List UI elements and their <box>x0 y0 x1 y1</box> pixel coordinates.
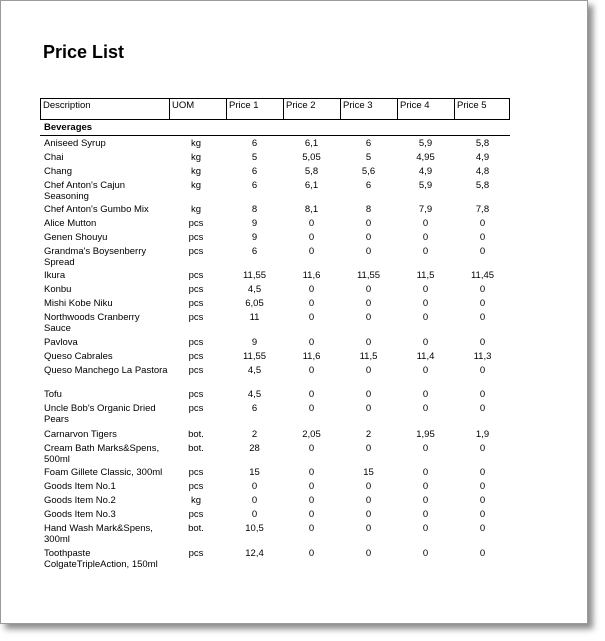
row-price-4: 1,95 <box>416 429 435 440</box>
row-price-4: 0 <box>422 337 429 348</box>
row-price-2: 11,6 <box>302 270 321 281</box>
row-price-1: 6 <box>251 246 258 257</box>
row-price-4: 0 <box>422 312 429 323</box>
row-uom: pcs <box>188 548 204 559</box>
row-uom: pcs <box>188 365 204 376</box>
row-price-5: 0 <box>479 495 486 506</box>
row-price-5: 0 <box>479 389 486 400</box>
row-price-4: 0 <box>422 523 429 534</box>
row-description: Chef Anton's Cajun Seasoning <box>44 180 126 202</box>
row-price-3: 0 <box>365 218 372 229</box>
row-uom: bot. <box>188 429 204 440</box>
row-uom: pcs <box>188 246 204 257</box>
row-price-1: 2 <box>251 429 258 440</box>
row-price-3: 0 <box>365 246 372 257</box>
row-description: Chai <box>44 152 64 163</box>
row-description: Goods Item No.2 <box>44 495 116 506</box>
row-price-3: 6 <box>365 180 372 191</box>
row-price-2: 0 <box>308 337 315 348</box>
row-price-2: 0 <box>308 481 315 492</box>
row-price-4: 11,5 <box>416 270 435 281</box>
row-price-4: 7,9 <box>418 204 433 215</box>
row-price-2: 0 <box>308 365 315 376</box>
group-divider <box>40 135 510 136</box>
row-price-2: 0 <box>308 548 315 559</box>
row-uom: pcs <box>188 284 204 295</box>
group-heading: Beverages <box>44 122 93 133</box>
row-price-3: 0 <box>365 548 372 559</box>
row-description: Uncle Bob's Organic Dried Pears <box>44 403 156 425</box>
row-description: Konbu <box>44 284 72 295</box>
row-description: Mishi Kobe Niku <box>44 298 113 309</box>
row-price-1: 9 <box>251 232 258 243</box>
row-price-2: 8,1 <box>304 204 319 215</box>
row-price-4: 0 <box>422 548 429 559</box>
row-price-5: 0 <box>479 246 486 257</box>
row-price-5: 0 <box>479 284 486 295</box>
row-price-4: 4,95 <box>416 152 435 163</box>
row-price-4: 0 <box>422 218 429 229</box>
row-price-1: 4,5 <box>247 365 262 376</box>
row-price-5: 0 <box>479 523 486 534</box>
row-price-2: 5,8 <box>304 166 319 177</box>
row-price-2: 0 <box>308 467 315 478</box>
row-price-3: 0 <box>365 312 372 323</box>
row-price-3: 0 <box>365 232 372 243</box>
row-price-5: 0 <box>479 337 486 348</box>
row-uom: pcs <box>188 270 204 281</box>
row-description: Queso Cabrales <box>44 351 113 362</box>
row-price-4: 5,9 <box>418 180 433 191</box>
row-uom: kg <box>190 204 202 215</box>
row-description: Foam Gillete Classic, 300ml <box>44 467 163 478</box>
row-description: Chef Anton's Gumbo Mix <box>44 204 149 215</box>
row-price-3: 0 <box>365 389 372 400</box>
row-price-4: 11,4 <box>416 351 435 362</box>
row-uom: pcs <box>188 218 204 229</box>
row-price-3: 0 <box>365 403 372 414</box>
row-price-5: 0 <box>479 481 486 492</box>
row-price-5: 0 <box>479 548 486 559</box>
row-price-5: 0 <box>479 509 486 520</box>
row-uom: kg <box>190 152 202 163</box>
row-price-3: 0 <box>365 509 372 520</box>
row-description: Pavlova <box>44 337 78 348</box>
row-price-2: 2,05 <box>302 429 321 440</box>
row-price-4: 0 <box>422 403 429 414</box>
row-price-1: 0 <box>251 509 258 520</box>
row-price-1: 15 <box>249 467 260 478</box>
row-price-5: 11,3 <box>473 351 492 362</box>
row-price-1: 11,55 <box>242 270 267 281</box>
row-price-2: 0 <box>308 443 315 454</box>
row-price-1: 5 <box>251 152 258 163</box>
row-description: Carnarvon Tigers <box>44 429 117 440</box>
row-price-2: 0 <box>308 284 315 295</box>
row-price-3: 8 <box>365 204 372 215</box>
row-description: Hand Wash Mark&Spens, 300ml <box>44 523 153 545</box>
row-uom: pcs <box>188 351 204 362</box>
row-price-4: 0 <box>422 481 429 492</box>
row-price-3: 11,55 <box>356 270 381 281</box>
row-description: Grandma's Boysenberry Spread <box>44 246 147 268</box>
row-price-5: 11,45 <box>470 270 495 281</box>
row-price-4: 0 <box>422 389 429 400</box>
row-description: Chang <box>44 166 72 177</box>
row-uom: pcs <box>188 312 204 323</box>
row-price-1: 4,5 <box>247 284 262 295</box>
row-uom: pcs <box>188 481 204 492</box>
row-uom: kg <box>190 138 202 149</box>
row-price-3: 5,6 <box>361 166 376 177</box>
row-price-1: 11 <box>249 312 260 323</box>
row-price-1: 10,5 <box>245 523 264 534</box>
row-price-5: 0 <box>479 312 486 323</box>
row-price-3: 0 <box>365 298 372 309</box>
row-price-4: 0 <box>422 246 429 257</box>
row-description: Cream Bath Marks&Spens, 500ml <box>44 443 160 465</box>
row-price-2: 0 <box>308 403 315 414</box>
row-price-5: 4,8 <box>475 166 490 177</box>
row-price-2: 0 <box>308 495 315 506</box>
row-price-3: 11,5 <box>359 351 378 362</box>
row-uom: pcs <box>188 232 204 243</box>
row-price-4: 0 <box>422 284 429 295</box>
row-description: Alice Mutton <box>44 218 97 229</box>
row-uom: kg <box>190 180 202 191</box>
row-uom: pcs <box>188 467 204 478</box>
row-price-2: 0 <box>308 298 315 309</box>
row-price-2: 0 <box>308 523 315 534</box>
row-uom: kg <box>190 166 202 177</box>
row-price-1: 28 <box>249 443 260 454</box>
row-price-5: 5,8 <box>475 138 490 149</box>
row-price-4: 0 <box>422 509 429 520</box>
row-price-4: 0 <box>422 298 429 309</box>
row-uom: kg <box>190 495 202 506</box>
row-price-4: 0 <box>422 467 429 478</box>
row-uom: pcs <box>188 389 204 400</box>
row-price-1: 9 <box>251 218 258 229</box>
row-price-3: 0 <box>365 284 372 295</box>
row-description: Genen Shouyu <box>44 232 108 243</box>
row-price-1: 12,4 <box>245 548 264 559</box>
row-price-2: 0 <box>308 509 315 520</box>
column-header-price-1: Price 1 <box>227 99 284 119</box>
row-price-5: 5,8 <box>475 180 490 191</box>
row-price-1: 6 <box>251 403 258 414</box>
row-uom: bot. <box>188 443 204 454</box>
row-price-4: 0 <box>422 232 429 243</box>
row-price-2: 6,1 <box>304 138 319 149</box>
row-price-4: 5,9 <box>418 138 433 149</box>
row-price-2: 0 <box>308 232 315 243</box>
row-price-1: 6 <box>251 138 258 149</box>
row-uom: pcs <box>188 403 204 414</box>
column-header-description: Description <box>41 99 170 119</box>
row-price-3: 0 <box>365 365 372 376</box>
page-title: Price List <box>43 42 125 62</box>
row-description: Northwoods Cranberry Sauce <box>44 312 140 334</box>
row-price-5: 1,9 <box>475 429 490 440</box>
column-header-price-4: Price 4 <box>398 99 455 119</box>
column-header-price-3: Price 3 <box>341 99 398 119</box>
row-description: Toothpaste ColgateTripleAction, 150ml <box>44 548 158 570</box>
row-price-5: 0 <box>479 403 486 414</box>
row-price-3: 0 <box>365 495 372 506</box>
row-description: Queso Manchego La Pastora <box>44 365 168 376</box>
row-price-1: 9 <box>251 337 258 348</box>
row-price-1: 4,5 <box>247 389 262 400</box>
row-price-2: 6,1 <box>304 180 319 191</box>
row-price-5: 0 <box>479 218 486 229</box>
row-price-1: 6 <box>251 166 258 177</box>
row-price-1: 6 <box>251 180 258 191</box>
row-price-1: 0 <box>251 495 258 506</box>
column-header-price-5: Price 5 <box>457 100 487 111</box>
row-price-2: 0 <box>308 312 315 323</box>
row-price-5: 0 <box>479 298 486 309</box>
row-uom: pcs <box>188 509 204 520</box>
row-price-2: 0 <box>308 389 315 400</box>
row-price-2: 11,6 <box>302 351 321 362</box>
row-uom: pcs <box>188 337 204 348</box>
row-description: Aniseed Syrup <box>44 138 106 149</box>
row-price-5: 0 <box>479 467 486 478</box>
row-price-4: 0 <box>422 443 429 454</box>
row-description: Goods Item No.3 <box>44 509 116 520</box>
row-uom: pcs <box>188 298 204 309</box>
row-price-3: 0 <box>365 337 372 348</box>
row-description: Goods Item No.1 <box>44 481 116 492</box>
row-price-5: 4,9 <box>475 152 490 163</box>
column-header-uom: UOM <box>170 99 227 119</box>
row-price-3: 0 <box>365 443 372 454</box>
row-price-2: 5,05 <box>302 152 321 163</box>
row-price-5: 7,8 <box>475 204 490 215</box>
row-price-4: 4,9 <box>418 166 433 177</box>
column-header-price-2: Price 2 <box>284 99 341 119</box>
row-price-3: 15 <box>363 467 374 478</box>
row-price-1: 11,55 <box>242 351 267 362</box>
row-price-3: 6 <box>365 138 372 149</box>
row-price-1: 6,05 <box>245 298 264 309</box>
row-price-3: 5 <box>365 152 372 163</box>
row-price-3: 2 <box>365 429 372 440</box>
row-description: Tofu <box>44 389 62 400</box>
row-price-2: 0 <box>308 218 315 229</box>
row-price-4: 0 <box>422 495 429 506</box>
row-price-5: 0 <box>479 443 486 454</box>
row-price-5: 0 <box>479 365 486 376</box>
row-price-1: 0 <box>251 481 258 492</box>
table-header <box>40 98 510 120</box>
row-price-3: 0 <box>365 523 372 534</box>
row-price-3: 0 <box>365 481 372 492</box>
row-price-2: 0 <box>308 246 315 257</box>
row-price-1: 8 <box>251 204 258 215</box>
row-price-4: 0 <box>422 365 429 376</box>
row-description: Ikura <box>44 270 66 281</box>
row-uom: bot. <box>188 523 204 534</box>
row-price-5: 0 <box>479 232 486 243</box>
